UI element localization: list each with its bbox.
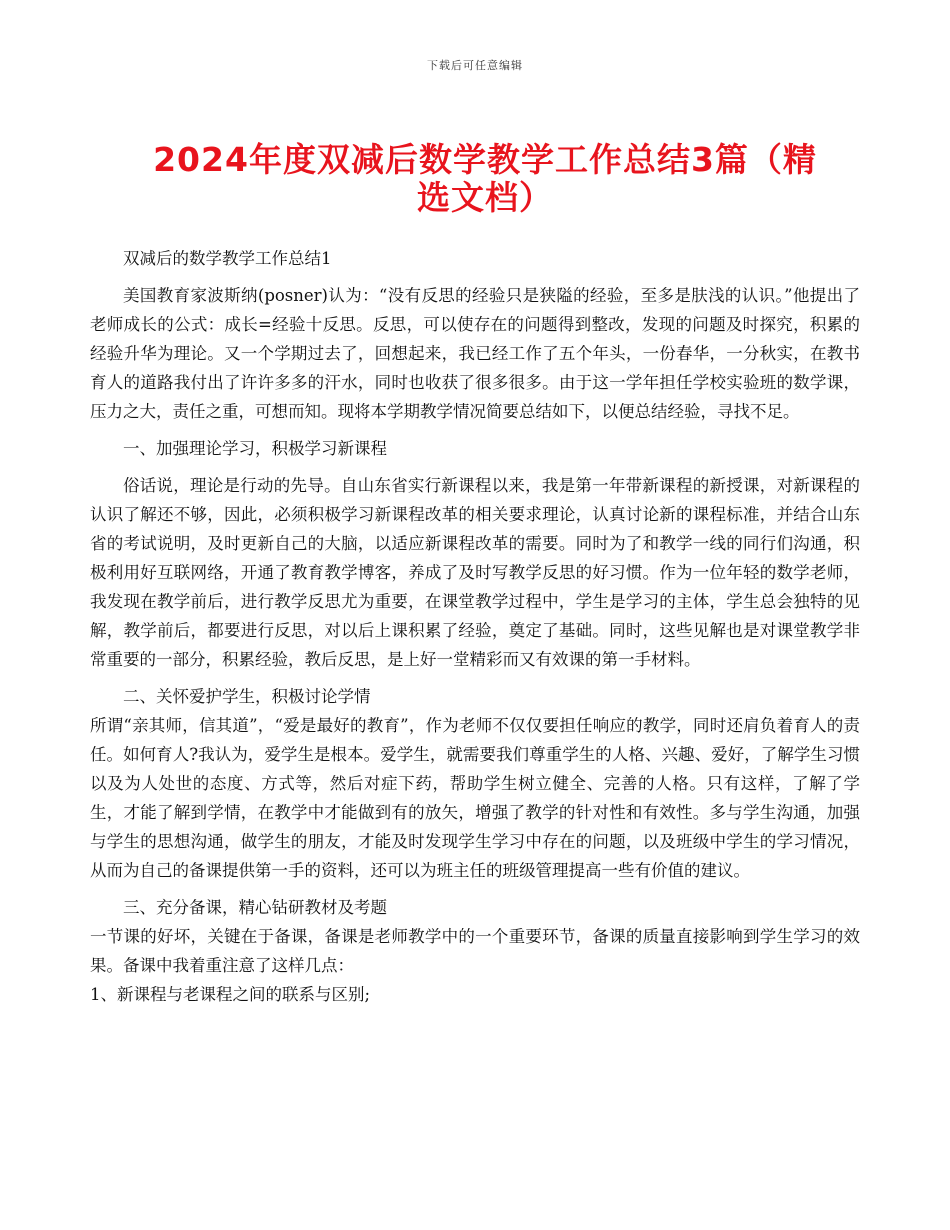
paragraph: 俗话说，理论是行动的先导。自山东省实行新课程以来，我是第一年带新课程的新授课，对新课程的认识了解还不够，因此，必须积极学习新课程改革的相关要求理论，认真讨论新的课程标准，并结合山东省的考试说明，及时更新自己的大脑，以适应新课程改革的需要。同时为了和教学一线的同行们沟通，积极利用好互联网络，开通了教育教学博客，养成了及时写教学反思的好习惯。作为一位年轻的数学老师，我发现在教学前后，进行教学反思尤为重要，在课堂教学过程中，学生是学习的主体，学生总会独特的见解，教学前后，都要进行反思，对以后上课积累了经验，奠定了基础。同时，这些见解也是对课堂教学非常重要的一部分，积累经验，教后反思，是上好一堂精彩而又有效课的第一手材料。 <box>90 476 860 669</box>
document-body <box>90 244 860 1009</box>
paragraph: 美国教育家波斯纳(posner)认为：“没有反思的经验只是狭隘的经验，至多是肤浅的认识。”他提出了老师成长的公式：成长=经验十反思。反思，可以使存在的问题得到整改，发现的问题及时探究，积累的经验升华为理论。又一个学期过去了，回想起来，我已经工作了五个年头，一份春华，一分秋实，在教书育人的道路我付出了许许多多的汗水，同时也收获了很多很多。由于这一学年担任学校实验班的数学课，压力之大，责任之重，可想而知。现将本学期教学情况简要总结如下，以便总结经验，寻找不足。 <box>90 286 860 421</box>
paragraph: 一节课的好坏，关键在于备课，备课是老师教学中的一个重要环节，备课的质量直接影响到学生学习的效果。备课中我着重注意了这样几点： <box>90 927 860 975</box>
section-heading: 双减后的数学教学工作总结1 <box>123 249 332 268</box>
document-title: 2024年度双减后数学教学工作总结3篇（精选文档） <box>153 140 817 217</box>
section-heading: 三、充分备课，精心钻研教材及考题 <box>123 898 387 917</box>
section-heading: 一、加强理论学习，积极学习新课程 <box>123 439 387 458</box>
paragraph: 所谓“亲其师，信其道”，“爱是最好的教育”，作为老师不仅仅要担任响应的教学，同时还肩负着育人的责任。如何育人?我认为，爱学生是根本。爱学生，就需要我们尊重学生的人格、兴趣、爱好，了解学生习惯以及为人处世的态度、方式等，然后对症下药，帮助学生树立健全、完善的人格。只有这样，了解了学生，才能了解到学情，在教学中才能做到有的放矢，增强了教学的针对性和有效性。多与学生沟通，加强与学生的思想沟通，做学生的朋友，才能及时发现学生学习中存在的问题，以及班级中学生的学习情况，从而为自己的备课提供第一手的资料，还可以为班主任的班级管理提高一些有价值的建议。 <box>90 716 860 880</box>
section-heading: 二、关怀爱护学生，积极讨论学情 <box>123 687 371 706</box>
header-note: 下载后可任意编辑 <box>427 59 523 72</box>
list-item: 1、新课程与老课程之间的联系与区别; <box>90 985 371 1004</box>
